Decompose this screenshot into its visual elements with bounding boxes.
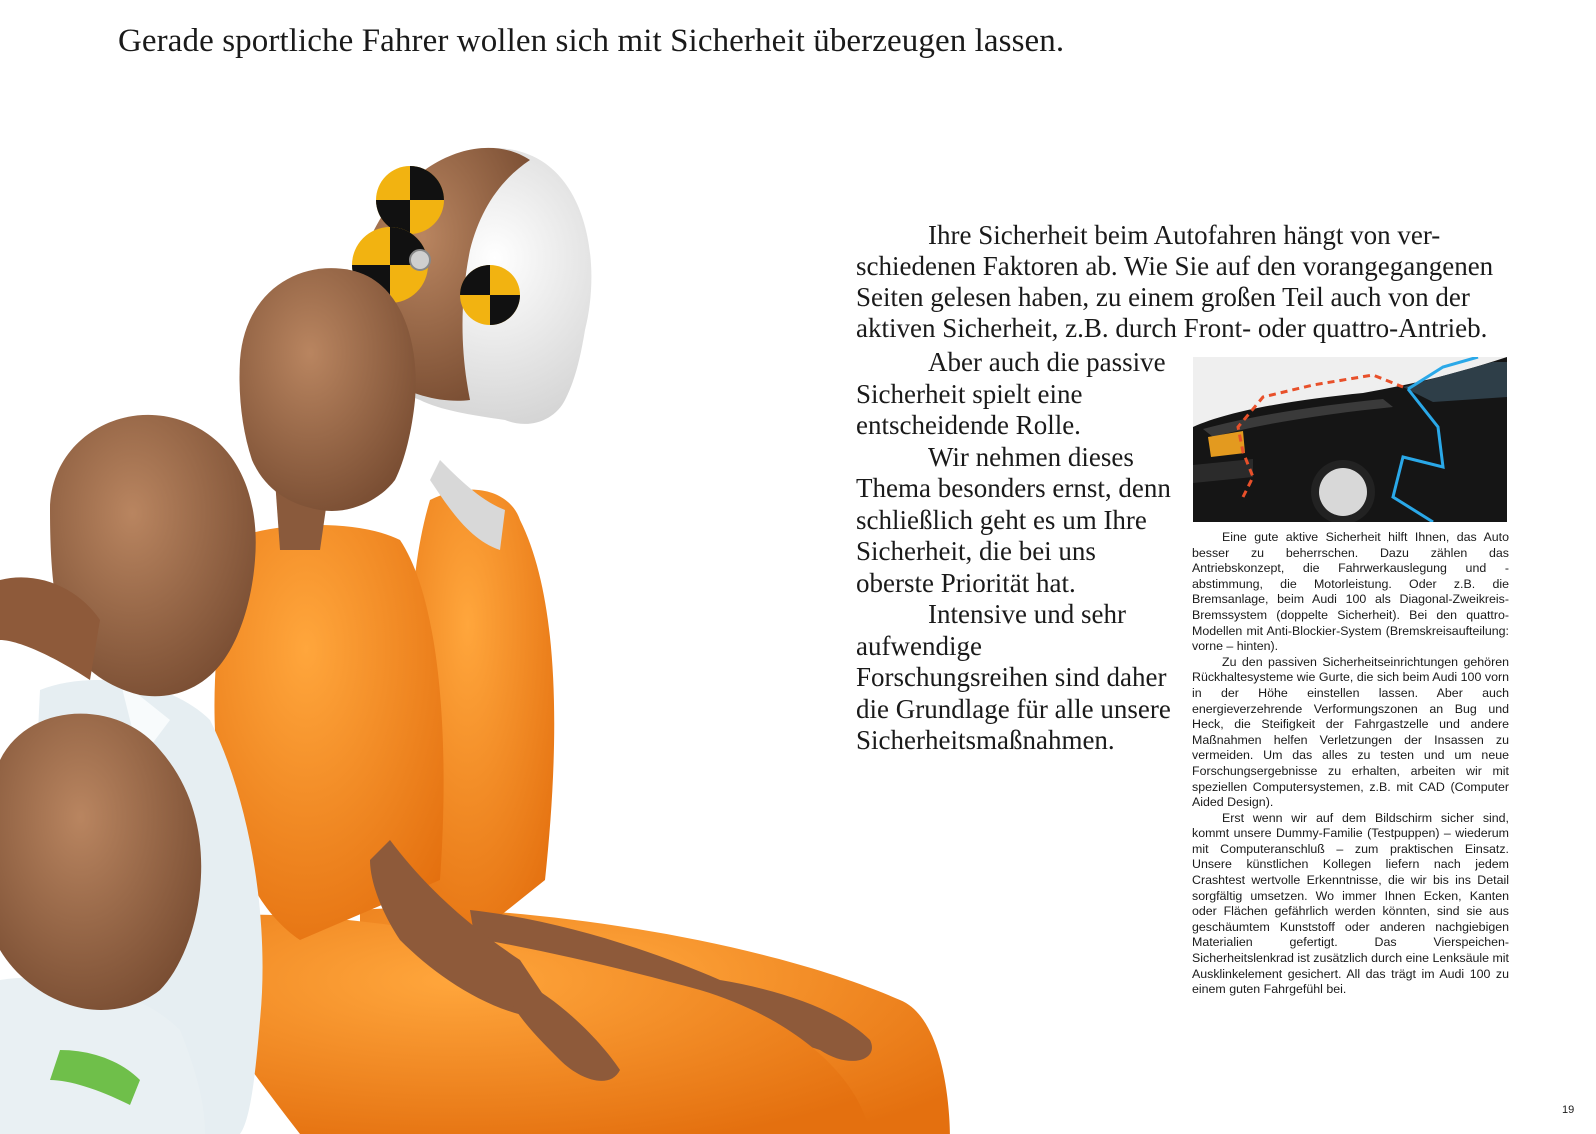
female-dummy-head [240,268,416,511]
small-child-dummy [0,714,205,1134]
body-column [856,347,1176,757]
intro-line: schiedenen Faktoren ab. Wie Sie auf den vorangegangenen [856,251,1494,281]
car-safety-zones-photo [1193,357,1507,522]
body-paragraph: Intensive und sehr aufwendige Forschungsreihen sind daher die Grundlage für alle unsere Sicherheitsmaßnahmen. [856,599,1171,755]
detail-paragraph: Erst wenn wir auf dem Bildschirm sicher sind, kommt unsere Dummy-Familie (Testpuppen) – wiederum mit Computeranschluß – zum praktischen Einsatz. Unsere künstlichen Kollegen liefern nach jedem Crashtest wertvolle Erkenntnisse, die wir bis ins Detail sorgfältig umsetzen. Wo immer Ihnen Ecken, Kanten oder Flächen gefährlich werden könnten, sind sie aus geschäumtem Kunststoff oder anderen nachgiebigen Materialien gefertigt. Das Vierspeichen-Sicherheitslenkrad ist zusätzlich durch eine Lenksäule mit Ausklinkelement gesichert. All das trägt im Audi 100 zu einem guten Fahrgefühl bei. [1192,810,1509,997]
intro-line: aktiven Sicherheit, z.B. durch Front- oder quattro-Antrieb. [856,313,1488,343]
page-headline: Gerade sportliche Fahrer wollen sich mit Sicherheit überzeugen lassen. [118,23,1065,59]
page-number: 19 [1562,1104,1575,1116]
car-hubcap [1319,468,1367,516]
crash-dummy-family-photo [0,120,950,1134]
intro-paragraph [856,220,1544,344]
detail-paragraph: Eine gute aktive Sicherheit hilft Ihnen, das Auto besser zu beherrschen. Dazu zählen das Antriebskonzept, die Fahrwerkauslegung und -abstimmung, die Motorleistung. Oder z.B. die Bremsanlage, beim Audi 100 als Diagonal-Zweikreis-Bremssystem (doppelte Sicherheit). Bei den quattro-Modellen mit Anti-Blockier-System (Bremskreisaufteilung: vorne – hinten). [1192,530,1509,654]
body-paragraph: Wir nehmen dieses Thema besonders ernst, denn schließlich geht es um Ihre Sicherheit, die bei uns oberste Priorität hat. [856,441,1171,598]
body-paragraph: Aber auch die passive Sicherheit spielt eine entscheidende Rolle. [856,347,1166,440]
intro-line: Seiten gelesen haben, zu einem großen Teil auch von der [856,282,1470,312]
intro-line: Ihre Sicherheit beim Autofahren hängt von ver- [928,220,1441,250]
detail-text-column [1192,530,1509,998]
detail-paragraph: Zu den passiven Sicherheitseinrichtungen gehören Rückhaltesysteme wie Gurte, die sich beim Audi 100 vorn in der Höhe einstellen lassen. Aber auch energieverzehrende Verformungszonen an Bug und Heck, die Steifigkeit der Fahrgastzelle und andere Maßnahmen helfen Verletzungen der Insassen zu vermeiden. Um das alles zu testen und um neue Forschungsergebnisse zu erhalten, arbeiten wir mit speziellen Computersystemen, z.B. mit CAD (Computer Aided Design). [1192,654,1509,810]
